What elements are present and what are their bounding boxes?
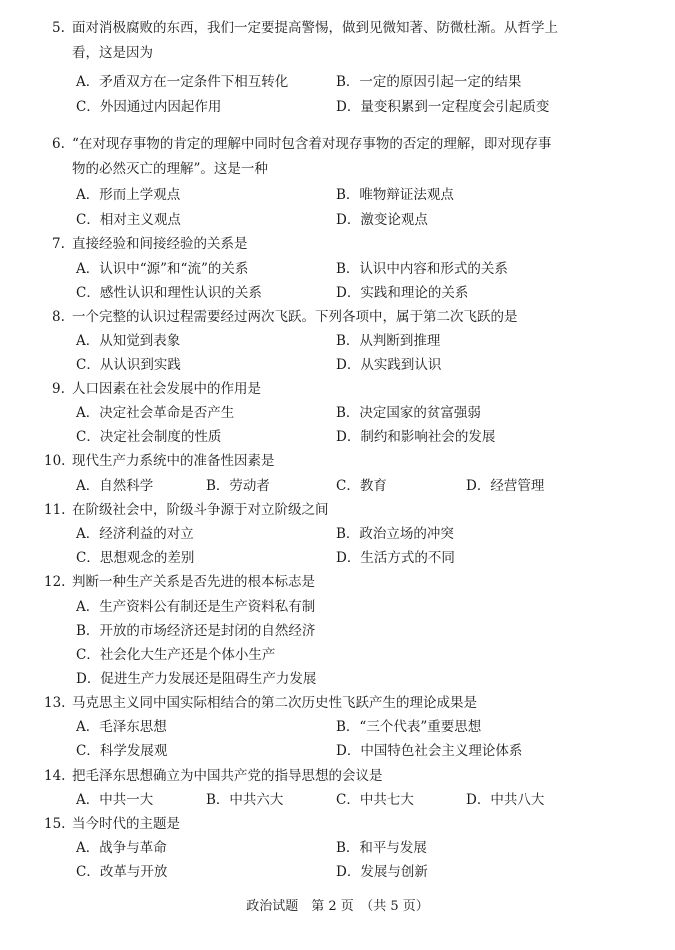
- option-d: D．量变积累到一定程度会引起质变: [336, 99, 550, 115]
- question-stem: 判断一种生产关系是否先进的根本标志是: [72, 574, 315, 590]
- option-b: B．认识中内容和形式的关系: [336, 261, 508, 277]
- question-stem: 在阶级社会中，阶级斗争源于对立阶级之间: [72, 502, 329, 518]
- option-d: D．从实践到认识: [336, 357, 442, 373]
- option-a: A．中共一大: [76, 792, 154, 808]
- question-number: 15.: [44, 816, 66, 832]
- question-stem: “在对现存事物的肯定的理解中同时包含着对现存事物的否定的理解，即对现存事: [72, 136, 552, 152]
- question-stem: 看，这是因为: [72, 45, 153, 61]
- option-d: D．制约和影响社会的发展: [336, 429, 496, 445]
- option-b: B．唯物辩证法观点: [336, 187, 454, 203]
- option-b: B．和平与发展: [336, 840, 427, 856]
- option-c: C．相对主义观点: [76, 212, 181, 228]
- option-a: A．生产资料公有制还是生产资料私有制: [76, 599, 316, 615]
- option-a: A．认识中“源”和“流”的关系: [76, 261, 249, 277]
- option-a: A．决定社会革命是否产生: [76, 405, 235, 421]
- question-stem: 直接经验和间接经验的关系是: [72, 236, 248, 252]
- option-b: B．政治立场的冲突: [336, 526, 454, 542]
- question-stem: 一个完整的认识过程需要经过两次飞跃。下列各项中，属于第二次飞跃的是: [72, 309, 518, 325]
- option-c: C．感性认识和理性认识的关系: [76, 285, 262, 301]
- option-b: B．决定国家的贫富强弱: [336, 405, 481, 421]
- option-a: A．经济利益的对立: [76, 526, 194, 542]
- option-c: C．教育: [336, 478, 387, 494]
- question-number: 14.: [44, 768, 66, 784]
- option-c: C．外因通过内因起作用: [76, 99, 222, 115]
- option-b: B．“三个代表”重要思想: [336, 719, 482, 735]
- question-number: 8.: [52, 309, 65, 325]
- option-c: C．决定社会制度的性质: [76, 429, 222, 445]
- option-c: C．改革与开放: [76, 864, 168, 880]
- option-c: C．科学发展观: [76, 743, 168, 759]
- question-stem: 面对消极腐败的东西，我们一定要提高警惕，做到见微知著、防微杜渐。从哲学上: [72, 20, 558, 36]
- question-stem: 马克思主义同中国实际相结合的第二次历史性飞跃产生的理论成果是: [72, 695, 477, 711]
- question-stem: 物的必然灭亡的理解”。这是一种: [72, 161, 268, 177]
- question-number: 12.: [44, 574, 66, 590]
- question-stem: 人口因素在社会发展中的作用是: [72, 381, 261, 397]
- option-a: A．战争与革命: [76, 840, 167, 856]
- option-a: A．形而上学观点: [76, 187, 181, 203]
- question-number: 11.: [44, 502, 66, 518]
- option-d: D．经营管理: [466, 478, 545, 494]
- option-b: B．一定的原因引起一定的结果: [336, 74, 522, 90]
- option-a: A．毛泽东思想: [76, 719, 167, 735]
- question-number: 13.: [44, 695, 66, 711]
- option-c: C．社会化大生产还是个体小生产: [76, 647, 276, 663]
- question-number: 7.: [52, 236, 65, 252]
- option-d: D．实践和理论的关系: [336, 285, 469, 301]
- question-number: 9.: [52, 381, 65, 397]
- option-d: D．促进生产力发展还是阻碍生产力发展: [76, 671, 317, 687]
- option-b: B．中共六大: [206, 792, 284, 808]
- option-d: D．激变论观点: [336, 212, 428, 228]
- option-c: C．思想观念的差别: [76, 550, 195, 566]
- question-stem: 把毛泽东思想确立为中国共产党的指导思想的会议是: [72, 768, 383, 784]
- option-d: D．中国特色社会主义理论体系: [336, 743, 523, 759]
- option-c: C．中共七大: [336, 792, 414, 808]
- option-d: D．生活方式的不同: [336, 550, 455, 566]
- option-a: A．矛盾双方在一定条件下相互转化: [76, 74, 289, 90]
- option-a: A．从知觉到表象: [76, 333, 181, 349]
- question-stem: 现代生产力系统中的准备性因素是: [72, 453, 275, 469]
- question-stem: 当今时代的主题是: [72, 816, 180, 832]
- option-d: D．发展与创新: [336, 864, 428, 880]
- option-c: C．从认识到实践: [76, 357, 181, 373]
- question-number: 5.: [52, 20, 65, 36]
- page-footer: 政治试题 第 2 页 （共 5 页）: [246, 899, 429, 914]
- option-a: A．自然科学: [76, 478, 154, 494]
- question-number: 10.: [44, 453, 66, 469]
- option-b: B．从判断到推理: [336, 333, 441, 349]
- question-number: 6.: [52, 136, 65, 152]
- option-b: B．开放的市场经济还是封闭的自然经济: [76, 623, 316, 639]
- option-b: B．劳动者: [206, 478, 270, 494]
- option-d: D．中共八大: [466, 792, 545, 808]
